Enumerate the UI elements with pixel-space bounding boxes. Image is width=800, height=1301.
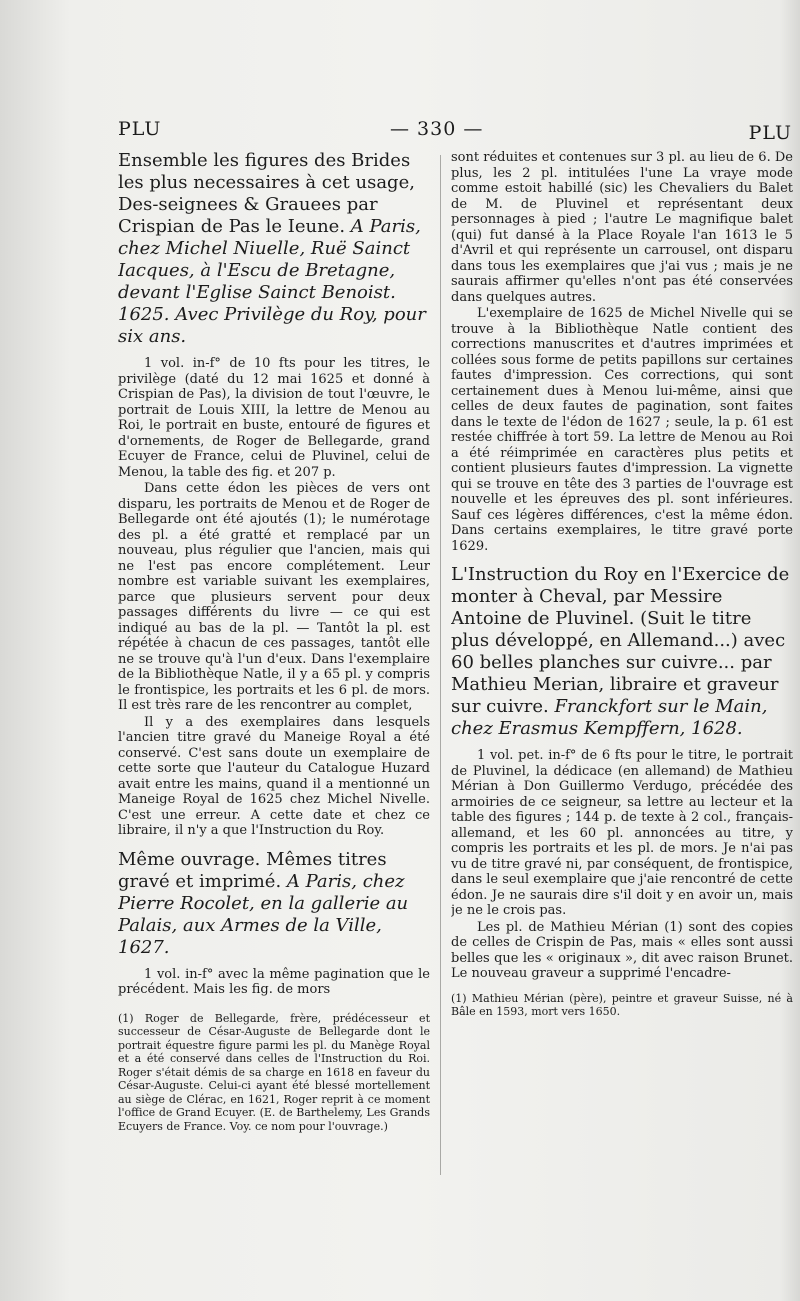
entry-title: L'Instruction du Roy en l'Exercice de monter à Cheval, par Messire Antoine de Pluvinel. (Suit le titre plus développé, en Allemand...) avec 60 belles planches sur cuivre... par Mathieu Merian, libraire et graveur sur cuivre.	[451, 564, 790, 717]
description-paragraph: 1 vol. in-f° avec la même pagination que le précédent. Mais les fig. de mors	[118, 966, 430, 997]
header-right: PLU	[748, 122, 792, 144]
left-column	[118, 150, 430, 1190]
entry-heading	[118, 150, 430, 348]
entry2-title: Même ouvrage. Mêmes titres gravé et imprimé.	[118, 848, 387, 892]
entry-imprint: A Paris, chez Michel Niuelle, Ruë Sainct Iacques, à l'Escu de Bretagne, devant l'Eglise Sainct Benoist. 1625. Avec Privilège du Roy, pour six ans.	[118, 216, 426, 347]
page-number: — 330 —	[390, 118, 484, 140]
description-paragraph: sont réduites et contenues sur 3 pl. au lieu de 6. De plus, les 2 pl. intitulées l'une La vraye mode comme estoit habillé (sic) les Chevaliers du Balet de M. de Pluvinel et représentant deux personnages à pied ; l'autre Le magnifique balet (qui) fut dansé à la Place Royale l'an 1613 le 5 d'Avril et qui représente un carrousel, ont disparu dans tous les exemplaires que j'ai vus ; mais je ne saurais affirmer qu'elles n'ont pas été conservées dans quelques autres.	[451, 150, 793, 305]
entry-imprint: Franckfort sur le Main, chez Erasmus Kempffern, 1628.	[451, 696, 768, 739]
right-column	[451, 150, 793, 1190]
column-divider	[440, 155, 441, 1175]
footnote: (1) Mathieu Mérian (père), peintre et graveur Suisse, né à Bâle en 1593, mort vers 1650.	[451, 991, 793, 1018]
header-left: PLU	[118, 118, 162, 140]
entry2-heading	[118, 849, 430, 959]
description-paragraph: Il y a des exemplaires dans lesquels l'ancien titre gravé du Maneige Royal a été conservé. C'est sans doute un exemplaire de cette sorte que l'auteur du Catalogue Huzard avait entre les mains, quand il a mentionné un Maneige Royal de 1625 chez Michel Nivelle. C'est une erreur. A cette date et chez ce libraire, il n'y a que l'Instruction du Roy.	[118, 714, 430, 838]
entry2-imprint: A Paris, chez Pierre Rocolet, en la gallerie au Palais, aux Armes de la Ville, 1627.	[118, 870, 409, 958]
entry-title: Ensemble les figures des Brides les plus necessaires à cet usage, Des-seignees & Grauees par Crispian de Pas le Ieune.	[118, 150, 415, 237]
entry-heading	[451, 564, 793, 740]
footnote: (1) Roger de Bellegarde, frère, prédécesseur et successeur de César-Auguste de Bellegarde dont le portrait équestre figure parmi les pl. du Manège Royal et a été conservé dans celles de l'Instruction du Roi. Roger s'était démis de sa charge en 1618 en faveur du César-Auguste. Celui-ci ayant été blessé mortellement au siège de Clérac, en 1621, Roger reprit à ce moment l'office de Grand Ecuyer. (E. de Barthelemy, Les Grands Ecuyers de France. Voy. ce nom pour l'ouvrage.)	[118, 1011, 430, 1133]
description-paragraph: 1 vol. in-f° de 10 fts pour les titres, le privilège (daté du 12 mai 1625 et donné à Crispian de Pas), la division de tout l'œuvre, le portrait de Louis XIII, la lettre de Menou au Roi, le portrait en buste, entouré de figures et d'ornements, de Roger de Bellegarde, grand Ecuyer de France, celui de Pluvinel, celui de Menou, la table des fig. et 207 p.	[118, 356, 430, 480]
description-paragraph: Dans cette édon les pièces de vers ont disparu, les portraits de Menou et de Roger de Bellegarde ont été ajoutés (1); le numérotage des pl. a été gratté et remplacé par un nouveau, plus régulier que l'ancien, mais qui ne l'est pas encore complétement. Leur nombre est variable suivant les exemplaires, parce que plusieurs servent pour deux passages différents du livre — ce qui est indiqué au bas de la pl. — Tantôt la pl. est répétée à chacun de ces passages, tantôt elle ne se trouve qu'à l'un d'eux. Dans l'exemplaire de la Bibliothèque Natle, il y a 65 pl. y compris le frontispice, les portraits et les 6 pl. de mors. Il est très rare de les rencontrer au complet,	[118, 481, 430, 713]
description-paragraph: 1 vol. pet. in-f° de 6 fts pour le titre, le portrait de Pluvinel, la dédicace (en allemand) de Mathieu Mérian à Don Guillermo Verdugo, précédée des armoiries de ce seigneur, sa lettre au lecteur et la table des figures ; 144 p. de texte à 2 col., français-allemand, et les 60 pl. annoncées au titre, y compris les portraits et les pl. de mors. Je n'ai pas vu de titre gravé ni, par conséquent, de frontispice, dans le seul exemplaire que j'aie rencontré de cette édon. Je ne saurais dire s'il doit y en avoir un, mais je ne le crois pas.	[451, 748, 793, 918]
description-paragraph: L'exemplaire de 1625 de Michel Nivelle qui se trouve à la Bibliothèque Natle contient des corrections manuscrites et d'autres imprimées et collées sous forme de petits papillons sur certaines fautes d'impression. Ces corrections, qui sont certainement dues à Menou lui-même, ainsi que celles de deux fautes de pagination, sont faites dans le texte de l'édon de 1627 ; seule, la p. 61 est restée chiffrée à tort 59. La lettre de Menou au Roi a été réimprimée en caractères plus petits et contient plusieurs fautes d'impression. La vignette qui se trouve en tête des 3 parties de l'ouvrage est nouvelle et les épreuves des pl. sont inférieures. Sauf ces légères différences, c'est la même édon. Dans certains exemplaires, le titre gravé porte 1629.	[451, 306, 793, 554]
running-header	[118, 118, 792, 148]
description-paragraph: Les pl. de Mathieu Mérian (1) sont des copies de celles de Crispin de Pas, mais « elles sont aussi belles que les « originaux », dit avec raison Brunet. Le nouveau graveur a supprimé l'encadre-	[451, 919, 793, 981]
